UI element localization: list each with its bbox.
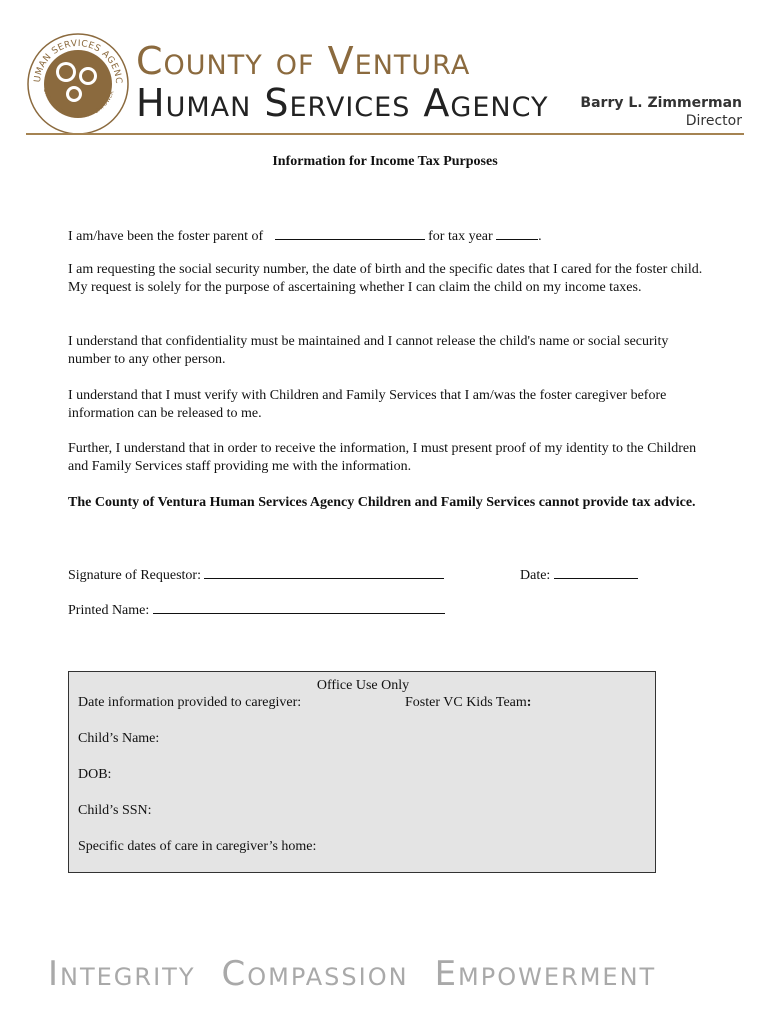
identity-proof-paragraph: Further, I understand that in order to receive the information, I must present proof of my identity to the Children and Family Services staff providing me with the information. [68,441,697,474]
foster-vc-kids-team-label [405,695,531,711]
request-paragraph: I am requesting the social security number, the date of birth and the specific dates that I cared for the foster child. My request is solely for the purpose of ascertaining whether I can claim the child on my income taxes. [68,262,703,295]
tax-year-label: for tax year [428,229,493,244]
footer-integrity: Integrity [48,954,196,994]
tax-year-field[interactable] [496,226,538,240]
footer-empowerment: Empowerment [434,954,657,994]
verification-paragraph: I understand that I must verify with Children and Family Services that I am/was the foster caregiver before information can be released to me. [68,388,667,421]
child-ssn-label: Child’s SSN: [78,803,152,818]
confidentiality-paragraph: I understand that confidentiality must be maintained and I cannot release the child's name or social security number to any other person. [68,334,669,367]
foster-vc-kids-team-text: Foster VC Kids Team [405,695,527,710]
foster-parent-label: I am/have been the foster parent of [68,229,264,244]
signature-label: Signature of Requestor: [68,568,201,583]
printed-name-line [68,600,468,620]
foster-child-name-field[interactable] [275,226,425,240]
svg-text:INTEGRITY • COMPASSION • EMPOW: GRITY • COMPASSION • EMPOWER [41,87,116,120]
foster-vc-kids-team-colon: : [526,695,532,710]
date-label: Date: [520,568,551,583]
dob-label: DOB: [78,767,112,782]
foster-parent-line [68,226,708,246]
footer-compassion: Compassion [221,954,409,994]
printed-name-label: Printed Name: [68,603,150,618]
agency-values-footer [48,954,656,994]
tax-advice-disclaimer: The County of Ventura Human Services Agency Children and Family Services cannot provide tax advice. [68,495,696,510]
signature-field[interactable] [204,565,444,579]
child-name-label: Child’s Name: [78,731,160,746]
printed-name-field[interactable] [153,600,445,614]
office-use-box [68,671,656,873]
director-name: Barry L. Zimmerman [580,95,742,111]
foster-line-period: . [538,229,542,244]
document-title: Information for Income Tax Purposes [272,154,498,169]
date-provided-label: Date information provided to caregiver: [78,695,302,710]
agency-name-line2: Human Services Agency [136,81,549,125]
date-field[interactable] [554,565,638,579]
director-title: Director [685,113,742,129]
agency-name-line1: County of Ventura [136,39,471,83]
date-line [520,565,660,585]
dates-of-care-label: Specific dates of care in caregiver’s home: [78,839,317,854]
letterhead-divider [26,133,744,135]
office-use-heading: Office Use Only [316,678,410,693]
svg-text:HUMAN SERVICES AGENCY: UMAN SERVICES AGENC [32,38,124,85]
agency-seal-logo [26,32,130,136]
signature-line [68,565,468,585]
